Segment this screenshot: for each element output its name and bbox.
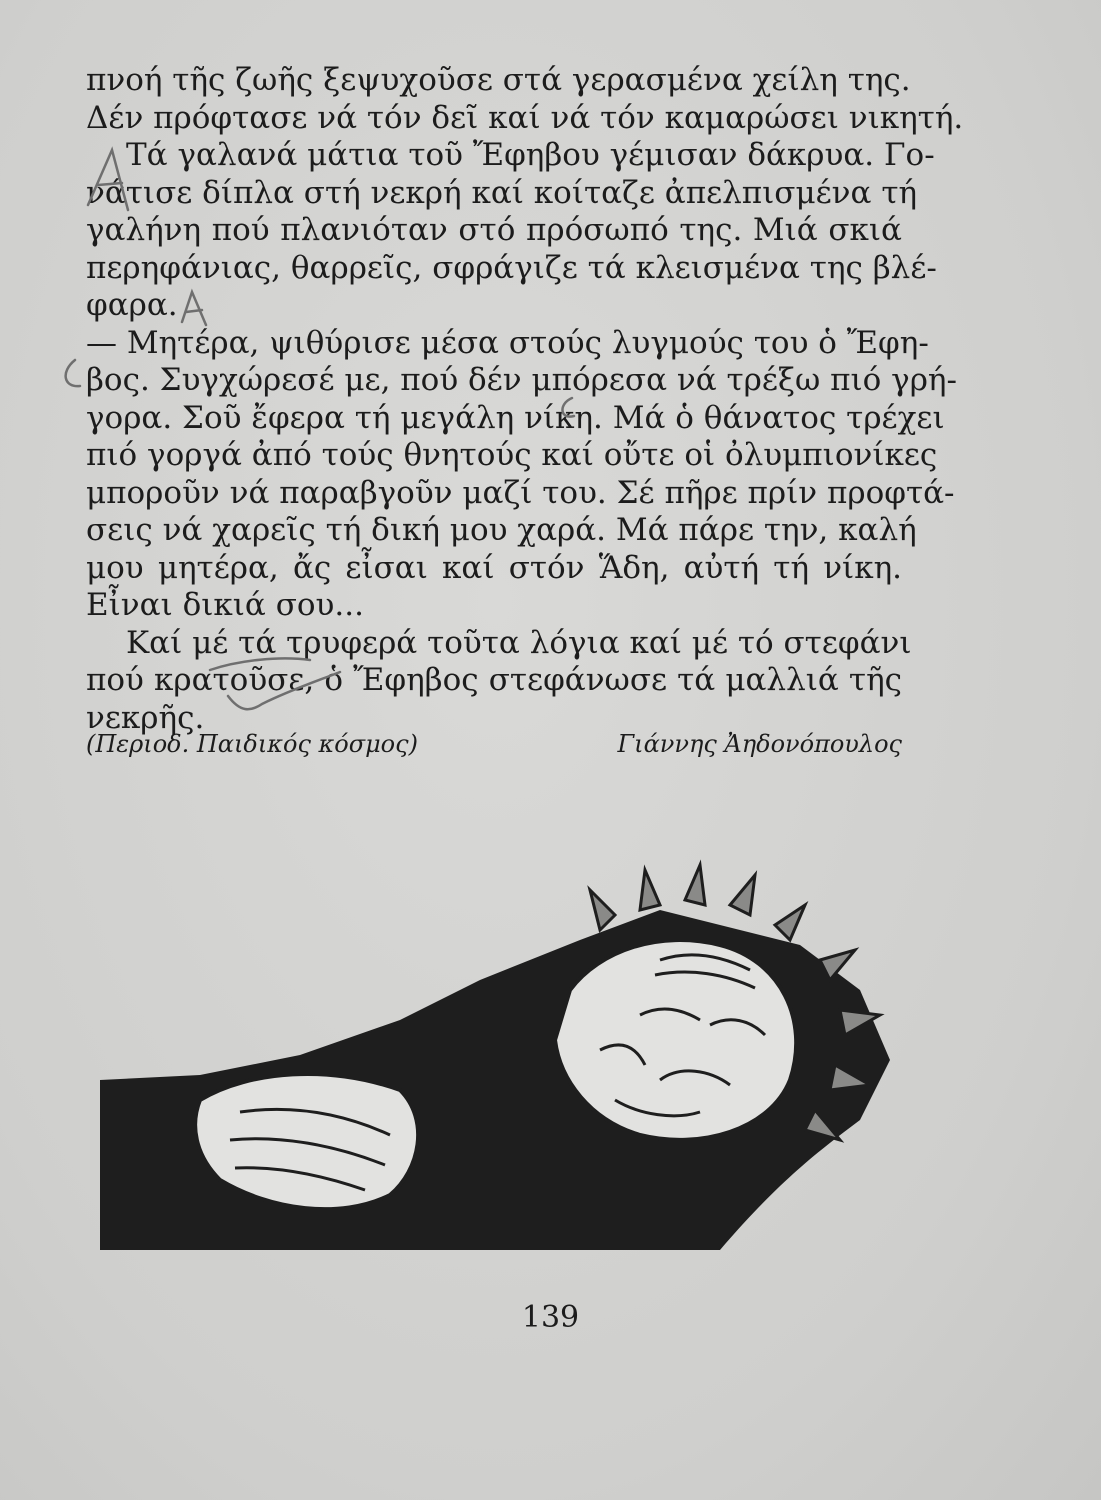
text-line: γαλήνη πού πλανιόταν στό πρόσωπό της. Μιά σκιά	[86, 212, 902, 248]
text-line: πιό γοργά ἀπό τούς θνητούς καί οὔτε οἱ ὀλυμπιονίκες	[86, 437, 938, 473]
story-text	[86, 62, 964, 737]
text-line: μποροῦν νά παραβγοῦν μαζί του. Σέ πῆρε πρίν προφτά-	[86, 474, 955, 511]
pencil-circle-mark	[66, 360, 80, 386]
text-line: γορα. Σοῦ ἔφερα τή μεγάλη νίκη. Μά ὁ θάνατος τρέχει	[86, 399, 945, 436]
illustration-dying-mother	[100, 850, 920, 1250]
author-name: Γιάννης Ἀηδονόπουλος	[617, 730, 902, 758]
text-line: Τά γαλανά μάτια τοῦ Ἔφηβου γέμισαν δάκρυα. Γο-	[126, 137, 935, 173]
text-line: φαρα.	[86, 287, 178, 323]
face-shape	[555, 940, 796, 1140]
text-line: βος. Συγχώρεσέ με, πού δέν μπόρεσα νά τρέξω πιό γρή-	[86, 362, 957, 398]
attribution	[86, 730, 902, 770]
text-line: πνοή τῆς ζωῆς ξεψυχοῦσε στά γερασμένα χείλη της.	[86, 62, 911, 98]
text-line: Καί μέ τά τρυφερά τοῦτα λόγια καί μέ τό στεφάνι	[126, 624, 912, 661]
text-line: πού κρατοῦσε, ὁ Ἔφηβος στεφάνωσε τά μαλλιά τῆς	[86, 662, 902, 698]
text-line: Δέν πρόφτασε νά τόν δεῖ καί νά τόν καμαρώσει νικητή.	[86, 99, 964, 136]
source-citation: (Περιοδ. Παιδικός κόσμος)	[86, 730, 418, 758]
text-line: μου μητέρα, ἄς εἶσαι καί στόν Ἅδη, αὐτή τή νίκη.	[86, 549, 902, 586]
page-number: 139	[521, 1300, 580, 1335]
text-line: Εἶναι δικιά σου...	[86, 587, 364, 623]
text-line: νεκρῆς.	[86, 699, 205, 736]
text-line: σεις νά χαρεῖς τή δική μου χαρά. Μά πάρε την, καλή	[86, 512, 917, 548]
text-line: περηφάνιας, θαρρεῖς, σφράγιζε τά κλεισμένα της βλέ-	[86, 249, 937, 286]
text-line: — Μητέρα, ψιθύρισε μέσα στούς λυγμούς του ὁ Ἔφη-	[86, 324, 929, 361]
text-line: νάτισε δίπλα στή νεκρή καί κοίταζε ἀπελπισμένα τή	[86, 174, 918, 211]
